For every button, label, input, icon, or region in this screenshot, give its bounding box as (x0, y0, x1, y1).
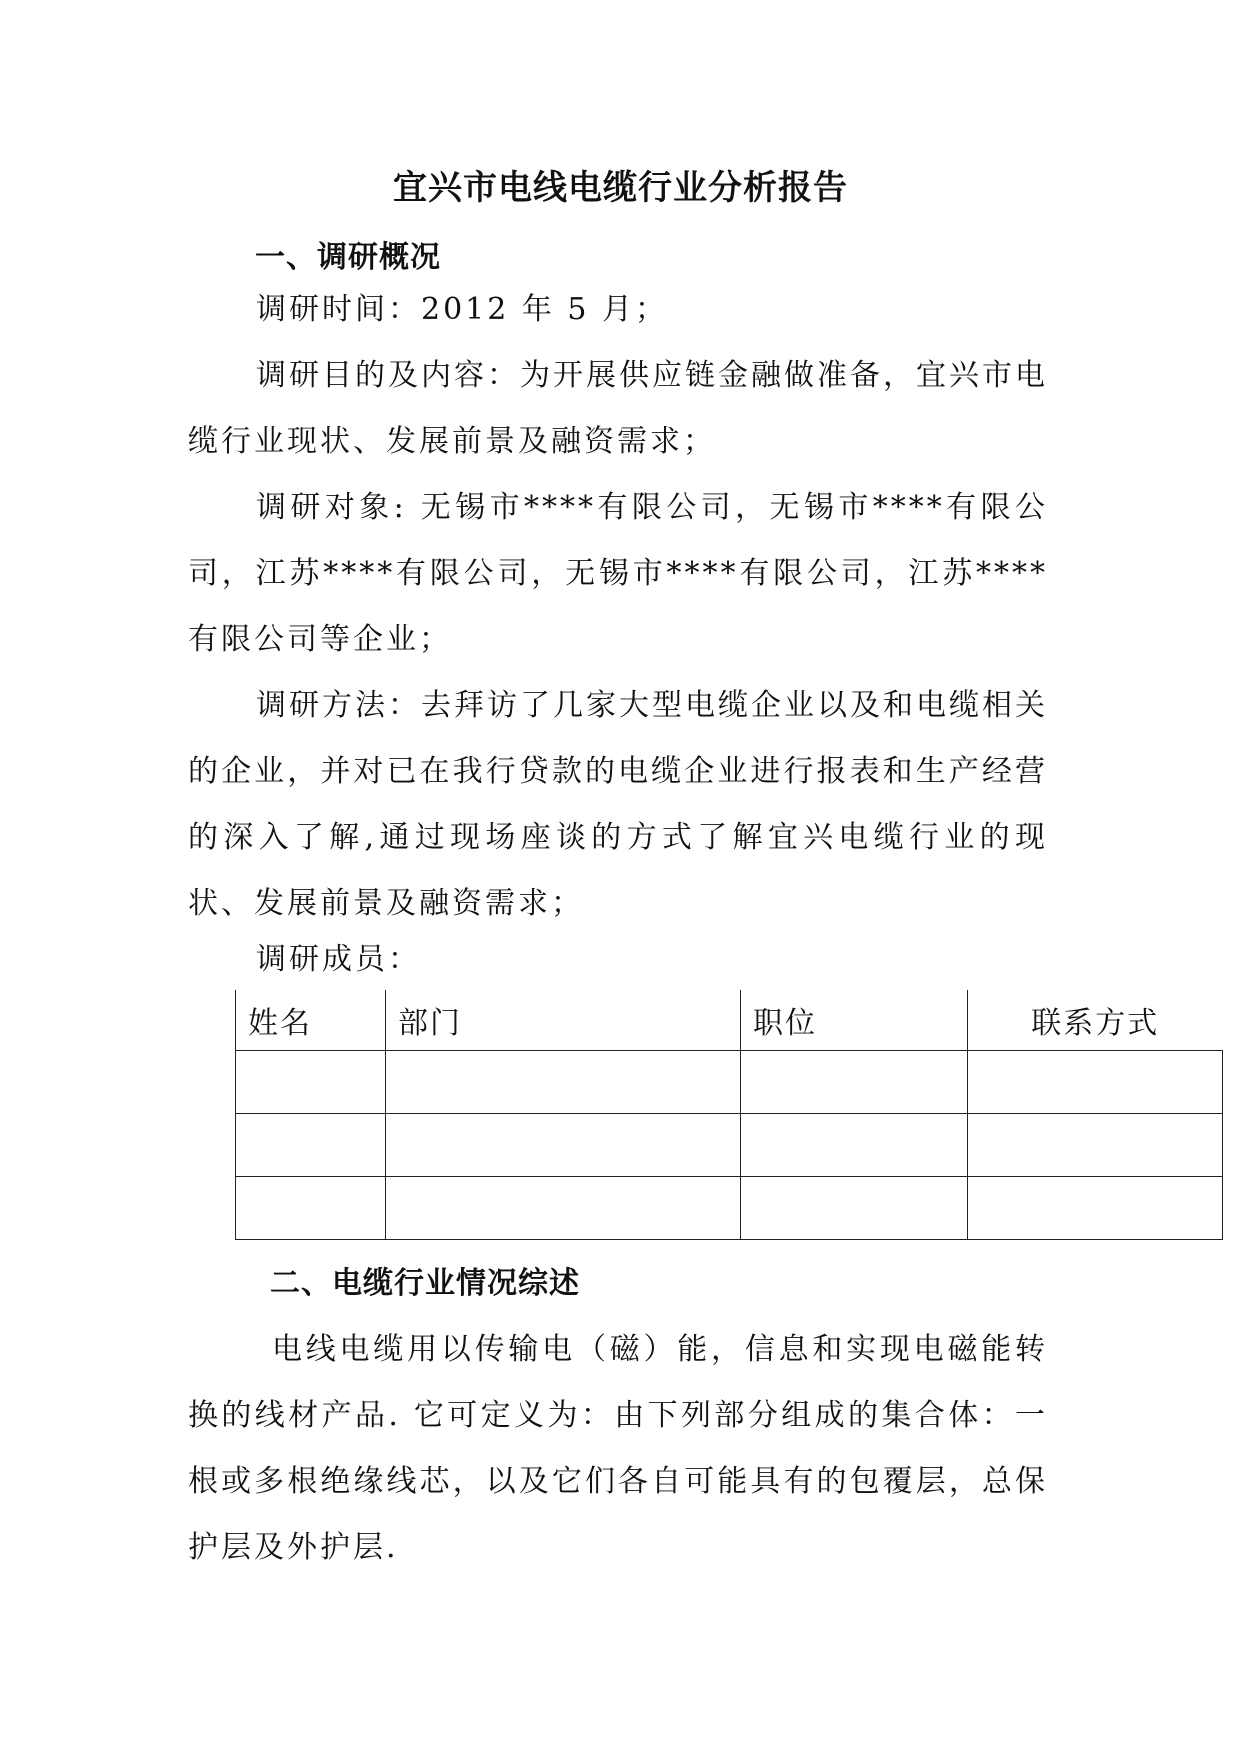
table-header-row (236, 990, 1223, 1051)
table-cell (236, 1177, 386, 1240)
table-row (236, 1114, 1223, 1177)
survey-targets: 调研对象: 无锡市****有限公司，无锡市****有限公司，江苏****有限公司，无锡市****有限公司，江苏****有限公司等企业； (188, 490, 1048, 657)
table-cell (968, 1114, 1223, 1177)
table-cell (968, 1051, 1223, 1114)
table-cell (236, 1051, 386, 1114)
header-contact: 联系方式 (968, 990, 1223, 1051)
table-cell (386, 1051, 741, 1114)
survey-time: 调研时间：2012 年 5 月； (256, 292, 669, 327)
table-row (236, 1051, 1223, 1114)
survey-purpose: 调研目的及内容：为开展供应链金融做准备，宜兴市电缆行业现状、发展前景及融资需求； (188, 358, 1048, 459)
section2-heading: 二、电缆行业情况综述 (270, 1266, 580, 1301)
survey-members-label: 调研成员： (256, 942, 421, 977)
table-cell (741, 1177, 968, 1240)
table-cell (236, 1114, 386, 1177)
cable-definition-paragraph: 电线电缆用以传输电（磁）能，信息和实现电磁能转换的线材产品. 它可定义为：由下列部分组成的集合体：一根或多根绝缘线芯，以及它们各自可能具有的包覆层，总保护层及外护层. (188, 1332, 1048, 1565)
survey-method: 调研方法：去拜访了几家大型电缆企业以及和电缆相关的企业，并对已在我行贷款的电缆企业进行报表和生产经营的深入了解,通过现场座谈的方式了解宜兴电缆行业的现状、发展前景及融资需求； (188, 688, 1048, 921)
table-cell (386, 1177, 741, 1240)
header-department: 部门 (386, 990, 741, 1051)
header-name: 姓名 (236, 990, 386, 1051)
section1-heading: 一、调研概况 (255, 240, 441, 275)
table-cell (386, 1114, 741, 1177)
header-position: 职位 (741, 990, 968, 1051)
table-row (236, 1177, 1223, 1240)
table-cell (741, 1114, 968, 1177)
table-cell (741, 1051, 968, 1114)
table-cell (968, 1177, 1223, 1240)
members-table (235, 990, 1223, 1240)
document-title: 宜兴市电线电缆行业分析报告 (393, 168, 848, 208)
